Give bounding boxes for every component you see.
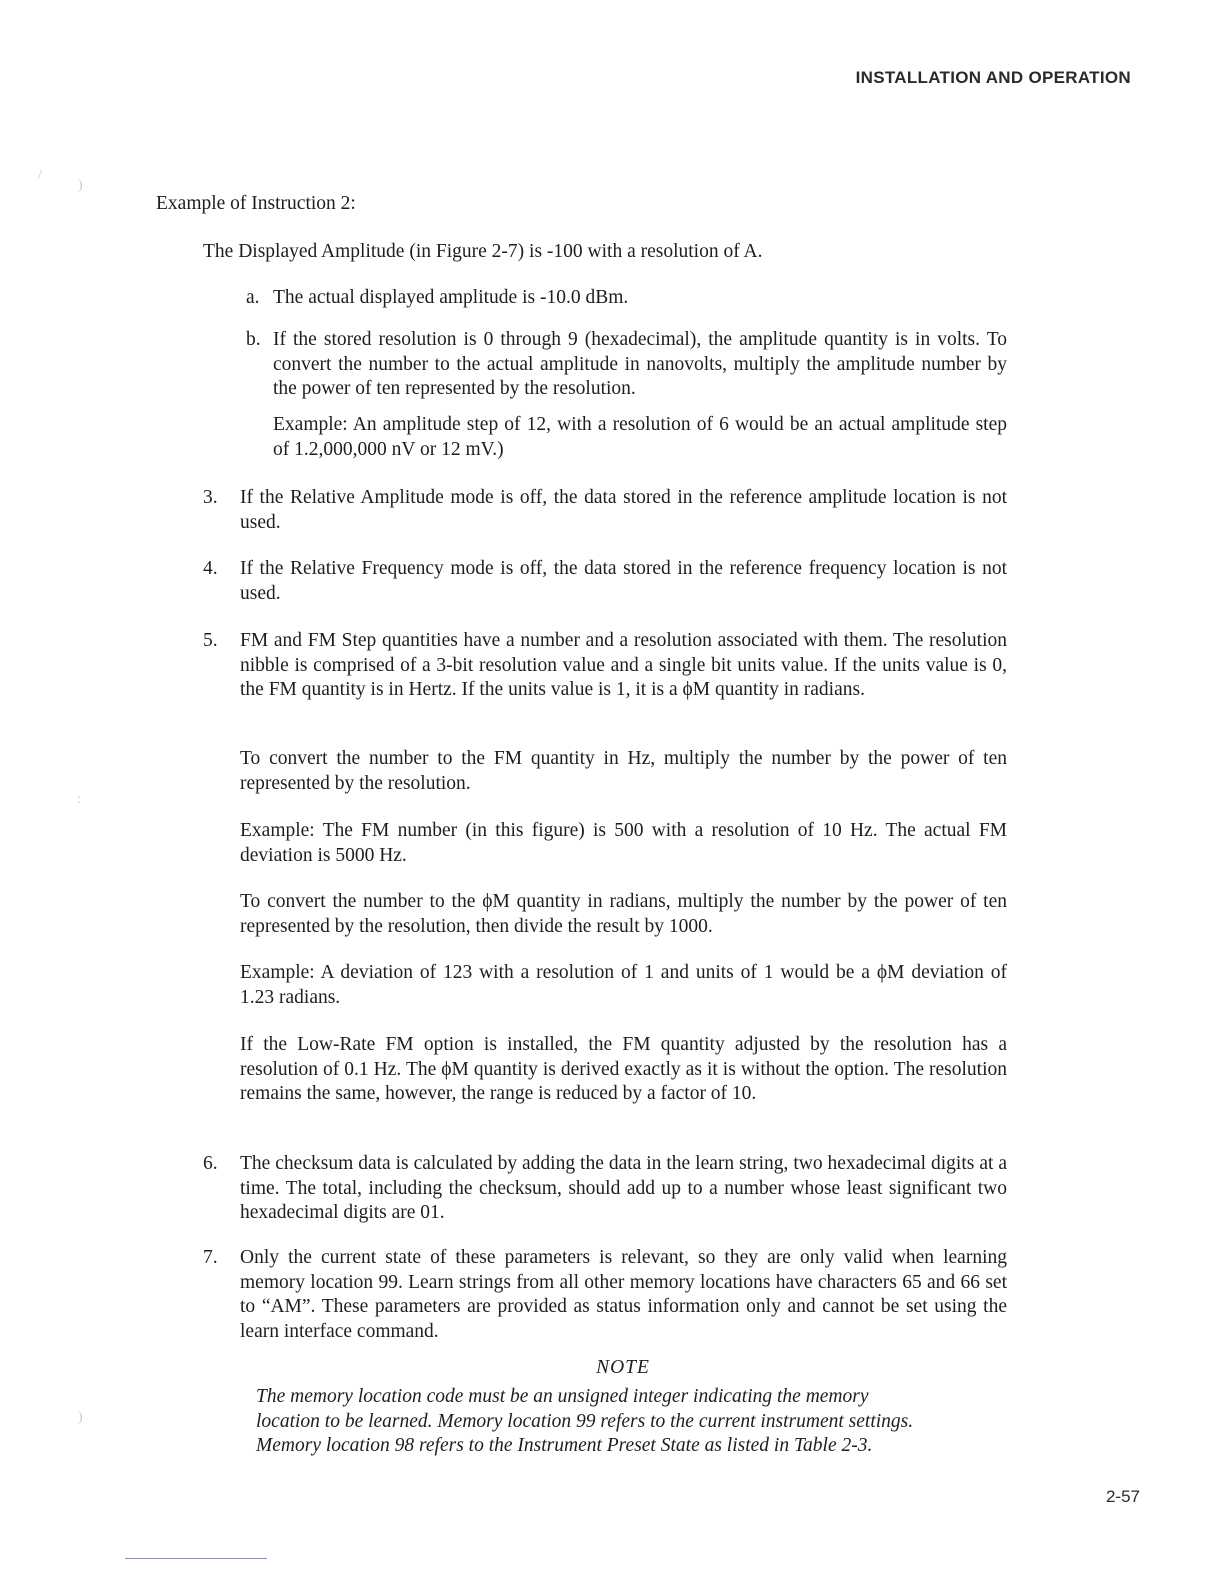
list-item-text: The checksum data is calculated by adding the data in the learn string, two hexadecimal digits at a time. The total, including the checksum, should add up to a number whose least significant two hexadecimal digits are 01.: [240, 1153, 1007, 1223]
item5-paragraph: If the Low-Rate FM option is installed, the FM quantity adjusted by the resolution has a resolution of 0.1 Hz. The ϕM quantity is derived exactly as it is without the option. The resolution remains the same, however, the range is reduced by a factor of 10.: [240, 1034, 1007, 1104]
binding-mark: /: [38, 168, 42, 183]
list-item-marker: b.: [246, 329, 261, 350]
page-number: 2-57: [1105, 1487, 1140, 1506]
intro-paragraph: The Displayed Amplitude (in Figure 2-7) is -100 with a resolution of A.: [203, 241, 763, 262]
running-header: INSTALLATION AND OPERATION: [855, 68, 1131, 87]
footer-rule: [125, 1558, 267, 1559]
list-item-text: If the stored resolution is 0 through 9 (hexadecimal), the amplitude quantity is in volts. To convert the number to the actual amplitude in nanovolts, multiply the amplitude number by the power of ten represented by the resolution.: [273, 329, 1007, 399]
item5-paragraph: Example: The FM number (in this figure) is 500 with a resolution of 10 Hz. The actual FM deviation is 5000 Hz.: [240, 820, 1007, 866]
list-item-marker: 3.: [203, 487, 218, 508]
list-item-marker: 5.: [203, 630, 218, 651]
list-item-text: FM and FM Step quantities have a number and a resolution associated with them. The resolution nibble is comprised of a 3-bit resolution value and a single bit units value. If the units value is 0, the FM quantity is in Hertz. If the units value is 1, it is a ϕM quantity in radians.: [240, 630, 1007, 700]
item5-paragraph: To convert the number to the FM quantity in Hz, multiply the number by the power of ten represented by the resolution.: [240, 748, 1007, 794]
list-item-marker: 7.: [203, 1247, 218, 1268]
binding-mark: :: [77, 792, 81, 807]
list-item-text: If the Relative Frequency mode is off, the data stored in the reference frequency location is not used.: [240, 558, 1007, 604]
example-paragraph: Example: An amplitude step of 12, with a resolution of 6 would be an actual amplitude step of 1.2,000,000 nV or 12 mV.): [273, 414, 1007, 460]
section-title: Example of Instruction 2:: [156, 193, 356, 214]
list-item-text: Only the current state of these parameters is relevant, so they are only valid when learning memory location 99. Learn strings from all other memory locations have characters 65 and 66 set to “AM”. These parameters are provided as status information only and cannot be set using the learn interface command.: [240, 1247, 1007, 1342]
item5-paragraph: Example: A deviation of 123 with a resolution of 1 and units of 1 would be a ϕM deviation of 1.23 radians.: [240, 962, 1007, 1008]
note-text: The memory location code must be an unsigned integer indicating the memory location to be learned. Memory location 99 refers to the current instrument settings. Memory location 98 refers to the Instrument Preset State as listed in Table 2-3.: [256, 1386, 914, 1456]
note-heading: NOTE: [596, 1357, 650, 1378]
list-item-text: If the Relative Amplitude mode is off, the data stored in the reference amplitude location is not used.: [240, 487, 1007, 533]
item5-paragraph: To convert the number to the ϕM quantity in radians, multiply the number by the power of ten represented by the resolution, then divide the result by 1000.: [240, 891, 1007, 937]
list-item-marker: a.: [246, 287, 260, 308]
list-item-text: The actual displayed amplitude is -10.0 dBm.: [273, 287, 629, 308]
list-item-marker: 4.: [203, 558, 218, 579]
binding-mark: ): [78, 1410, 83, 1425]
binding-mark: ): [78, 178, 83, 193]
list-item-marker: 6.: [203, 1153, 218, 1174]
